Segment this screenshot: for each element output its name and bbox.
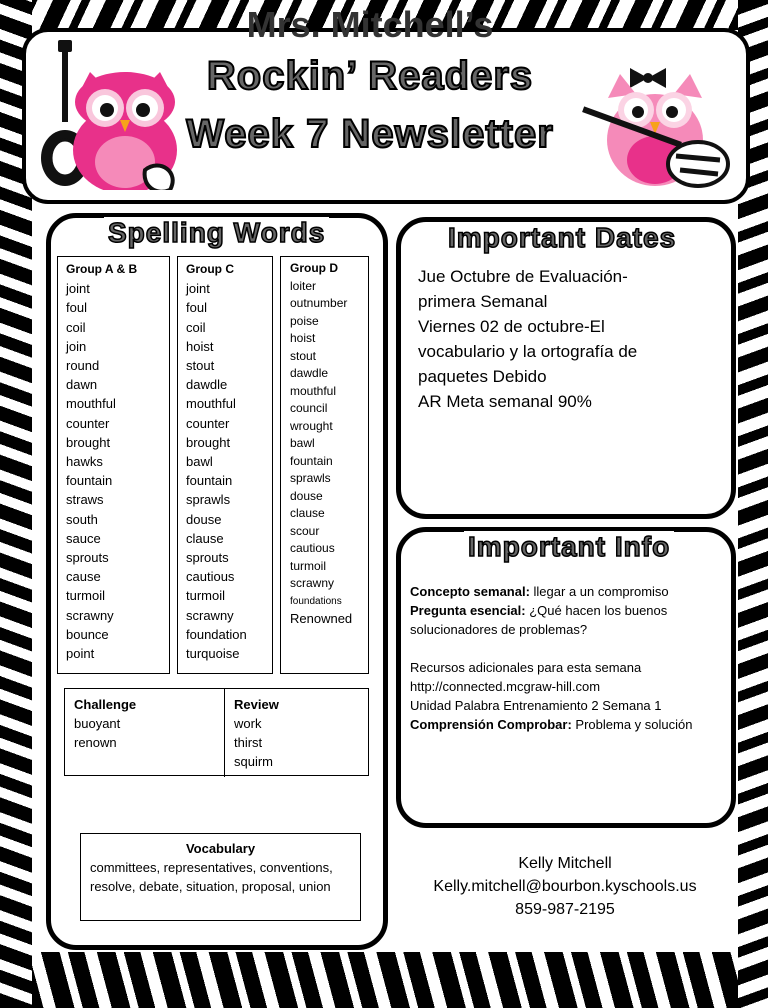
list-item: hoist — [186, 338, 214, 354]
list-item: thirst — [234, 735, 263, 750]
list-item: hoist — [290, 331, 316, 345]
teacher-title: Mrs. Mitchell’s — [246, 4, 494, 45]
list-item: brought — [186, 434, 231, 450]
list-item: fountain — [290, 453, 333, 468]
list-item: counter — [66, 415, 110, 431]
list-item: sprouts — [186, 550, 229, 566]
list-item: douse — [290, 488, 323, 503]
list-item: hawks — [66, 454, 103, 470]
list-item: loiter — [290, 278, 317, 293]
date-line: AR Meta semanal 90% — [418, 392, 592, 411]
group-d-heading: Group D — [290, 261, 338, 275]
important-dates-text — [418, 264, 718, 414]
table-divider — [224, 689, 225, 777]
list-item: outnumber — [290, 296, 348, 310]
resources-line: Recursos adicionales para esta semana — [410, 660, 642, 675]
list-item: turmoil — [290, 558, 327, 573]
list-item: sprawls — [290, 471, 331, 485]
list-item: work — [234, 716, 262, 731]
list-item: sprawls — [186, 492, 231, 508]
date-line: primera Semanal — [418, 292, 548, 311]
list-item: counter — [186, 415, 230, 431]
list-item: scrawny — [66, 607, 114, 623]
teacher-name: Kelly Mitchell — [518, 855, 612, 872]
list-item: dawdle — [186, 377, 228, 393]
list-item: joint — [66, 281, 90, 297]
vocabulary-heading: Vocabulary — [185, 841, 256, 856]
list-item: foul — [66, 300, 87, 316]
owl-guitar-left-icon — [30, 40, 190, 190]
list-item: foundation — [186, 626, 247, 642]
list-item: joint — [186, 281, 210, 297]
teacher-phone: 859-987-2195 — [515, 901, 615, 918]
list-item: join — [66, 338, 87, 354]
list-item: stout — [186, 358, 215, 374]
list-item: foul — [186, 300, 207, 316]
list-item: dawdle — [290, 366, 329, 380]
list-item: fountain — [186, 473, 233, 489]
concept-value: llegar a un compromiso — [529, 584, 669, 599]
group-c-word-list — [177, 256, 273, 674]
date-line: paquetes Debido — [418, 367, 547, 386]
list-item: squirm — [234, 754, 274, 769]
concept-line — [410, 582, 730, 601]
list-item: south — [66, 511, 98, 527]
teacher-email-link[interactable]: Kelly.mitchell@bourbon.kyschools.us — [433, 878, 697, 895]
resource-url-link[interactable]: http://connected.mcgraw-hill.com — [410, 679, 601, 694]
list-item: cause — [66, 569, 101, 585]
date-line: Viernes 02 de octubre-El — [418, 317, 605, 336]
list-item: poise — [290, 313, 319, 328]
list-item: point — [66, 646, 95, 662]
list-item: bawl — [186, 454, 213, 470]
list-item: scrawny — [290, 576, 335, 590]
list-item: cautious — [186, 569, 235, 585]
zebra-border-bottom — [0, 952, 768, 1008]
vocabulary-words: committees, representatives, conventions, resolve, debate, situation, proposal, union — [90, 860, 333, 894]
list-item: mouthful — [186, 396, 236, 412]
contact-info — [400, 852, 730, 921]
list-item: round — [66, 358, 100, 374]
list-item: bounce — [66, 626, 109, 642]
group-c-heading: Group C — [186, 262, 234, 276]
list-item: stout — [290, 348, 317, 363]
vocabulary-box — [80, 833, 361, 921]
list-item: council — [290, 401, 328, 415]
list-item: clause — [290, 506, 325, 520]
list-item: coil — [186, 319, 206, 335]
challenge-heading: Challenge — [74, 697, 137, 712]
list-item: sauce — [66, 530, 101, 546]
review-heading: Review — [234, 697, 279, 712]
question-label: Pregunta esencial: — [410, 603, 526, 618]
important-info-title: Important Info — [464, 531, 674, 563]
comprehension-value: Problema y solución — [571, 717, 693, 732]
list-item: turquoise — [186, 646, 240, 662]
list-item: turmoil — [186, 588, 226, 604]
important-info-text — [410, 582, 730, 734]
list-item: foundations — [290, 595, 342, 607]
list-item: douse — [186, 511, 222, 527]
spelling-words-title: Spelling Words — [104, 217, 329, 249]
class-title: Rockin’ Readers — [206, 54, 534, 98]
list-item: mouthful — [66, 396, 116, 412]
list-item: wrought — [290, 418, 333, 433]
newsletter-title: Week 7 Newsletter — [186, 112, 554, 156]
list-item: coil — [66, 319, 86, 335]
important-dates-title: Important Dates — [444, 222, 680, 254]
list-item: turmoil — [66, 588, 106, 604]
date-line: vocabulario y la ortografía de — [418, 342, 638, 361]
review-column — [234, 695, 279, 771]
comprehension-line — [410, 715, 730, 734]
list-item: brought — [66, 434, 111, 450]
challenge-column — [74, 695, 136, 752]
question-value: ¿Qué hacen los buenos solucionadores de problemas? — [410, 603, 668, 637]
list-item: renown — [74, 735, 117, 750]
group-d-word-list — [280, 256, 369, 674]
date-line: Jue Octubre de Evaluación- — [418, 267, 628, 286]
list-item: buoyant — [74, 716, 121, 731]
list-item: dawn — [66, 377, 98, 393]
owl-guitar-right-icon — [580, 60, 740, 200]
list-item: Renowned — [290, 611, 353, 626]
list-item: clause — [186, 530, 224, 546]
list-item: fountain — [66, 473, 113, 489]
list-item: scour — [290, 523, 320, 538]
list-item: cautious — [290, 541, 335, 555]
group-ab-heading: Group A & B — [66, 262, 138, 276]
list-item: mouthful — [290, 383, 337, 398]
challenge-review-table — [64, 688, 369, 776]
list-item: straws — [66, 492, 104, 508]
list-item: sprouts — [66, 550, 109, 566]
list-item: scrawny — [186, 607, 234, 623]
comprehension-label: Comprensión Comprobar: — [410, 717, 572, 732]
concept-label: Concepto semanal: — [410, 584, 530, 599]
question-line — [410, 601, 730, 639]
unit-line: Unidad Palabra Entrenamiento 2 Semana 1 — [410, 698, 662, 713]
spacer — [410, 639, 730, 658]
group-ab-word-list — [57, 256, 170, 674]
list-item: bawl — [290, 436, 315, 450]
